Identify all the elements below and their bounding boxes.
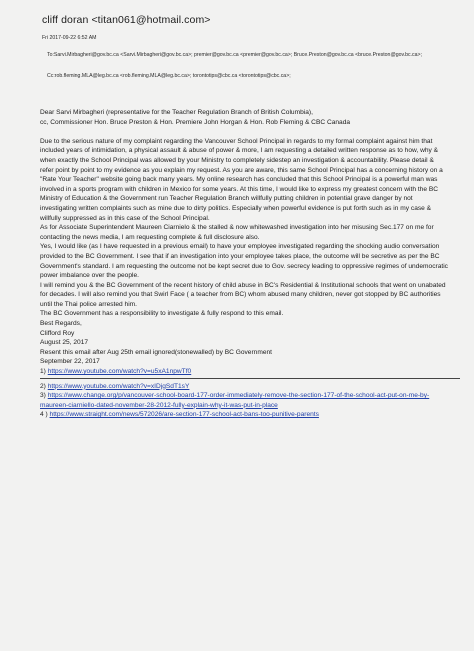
paragraph-5: The BC Government has a responsibility to investigate & fully respond to this email. [40,310,284,318]
cc-line: cc, Commissioner Hon. Bruce Preston & Hon. Premiere John Horgan & Hon. Rob Fleming & CBC Canada [40,118,351,126]
cc-recipients: Cc:rob.fleming.MLA@leg.bc.ca <rob.fleming.MLA@leg.bc.ca>; torontotips@cbc.ca <torontotips@cbc.ca>; [47,73,291,79]
resent-note: Resent this email after Aug 25th email ignored(stonewalled) by BC Government [40,348,272,356]
signature-date: August 25, 2017 [40,339,89,347]
paragraph-3: Yes, I would like (as I have requested in a previous email) to have your employee investigated regarding the shocking audio conversation provided to the BC Government. I see that if an investigation into your employee takes place, the outcome will be secretive as per the BC Government's standard. I am requesting the outcome not be kept secret due to Gov. secrecy leading to oppressive regimes of undemocratic power imbalance over the people. [40,243,448,280]
link-number: 4 ) [40,411,48,419]
link-number: 3) [40,392,46,400]
paragraph-4: I will remind you & the BC Government of the recent history of child abuse in BC's Residential & Institutional schools that went on unabated for decades. I will also remind you that Swirl Face ( a teacher from BC) whom abused many children, never got stopped by BC authorities until the Thai police arrested him. [40,281,446,308]
salutation: Dear Sarvi Mirbagheri (representative for the Teacher Regulation Branch of British Columbia), [40,109,313,116]
paragraph-2: As for Associate Superintendent Maureen Ciarnielo & the stalled & now whitewashed investigation into her misusing Sec.177 on me for contacting the news media, I am requesting complete & full disclosure also. [40,224,434,241]
link-url[interactable]: https://www.change.org/p/vancouver-school-board-177-order-immediately-remove-the-section-177-of-the-school-act-put-on-me-by-maureen-ciarniello-dated-november-28-2012-fully-explain-why-it-was-put-in-place [40,392,430,409]
divider [40,378,460,379]
signature-name: Clifford Roy [40,329,75,337]
sender: cliff doran <titan061@hotmail.com> [42,14,211,26]
link-item-1 [40,367,448,377]
link-url[interactable]: https://www.straight.com/news/572026/are-section-177-school-act-bans-too-punitive-parents [49,411,319,419]
link-item-3 [40,391,448,410]
sent-date: Fri 2017-09-22 6:52 AM [42,35,97,41]
link-number: 2) [40,382,46,390]
link-url[interactable]: https://www.youtube.com/watch?v=xIDjgSdT1sY [47,382,190,390]
link-number: 1) [40,368,46,376]
link-item-4 [40,410,448,420]
link-item-2 [40,382,448,392]
link-url[interactable]: https://www.youtube.com/watch?v=u5xA1npwTf0 [47,368,192,376]
paragraph-1: Due to the serious nature of my complaint regarding the Vancouver School Principal in regards to my formal complaint against him that included years of intimidation, a physical assault & abuse of power & more, I am requesting a detailed written response as to how, why & when exactly the School Principal was allowed by your Ministry to completely sidestep an investigation & accountability. Please detail & refer point by point to my evidence as you explain my request. As you are aware, this same School Principal has a concerning history on a "Rate Your Teacher" website going back many years. My online research has concluded that this School Principal is a powerful man was involved in a sports program with children in Mexico for some years. At this time, I would like to express my greatest concern with the BC Ministry of Education & the Government run Teacher Regulation Branch willfully putting children in potential grave danger by not investigating written complaints such as mine due to dirty politics. Especially when powerful evidence is put forth such as in my case & willfully suppressed as in this case of the School Principal. [40,137,443,222]
email-body [40,108,448,420]
to-recipients: To:Sarvi.Mirbagheri@gov.bc.ca <Sarvi.Mirbagheri@gov.bc.ca>; premier@gov.bc.ca <premier@gov.bc.ca>; Bruce.Preston@gov.bc.ca <bruce.Preston@gov.bc.ca>; [47,52,422,58]
closing: Best Regards, [40,320,82,328]
resent-date: September 22, 2017 [40,358,100,366]
